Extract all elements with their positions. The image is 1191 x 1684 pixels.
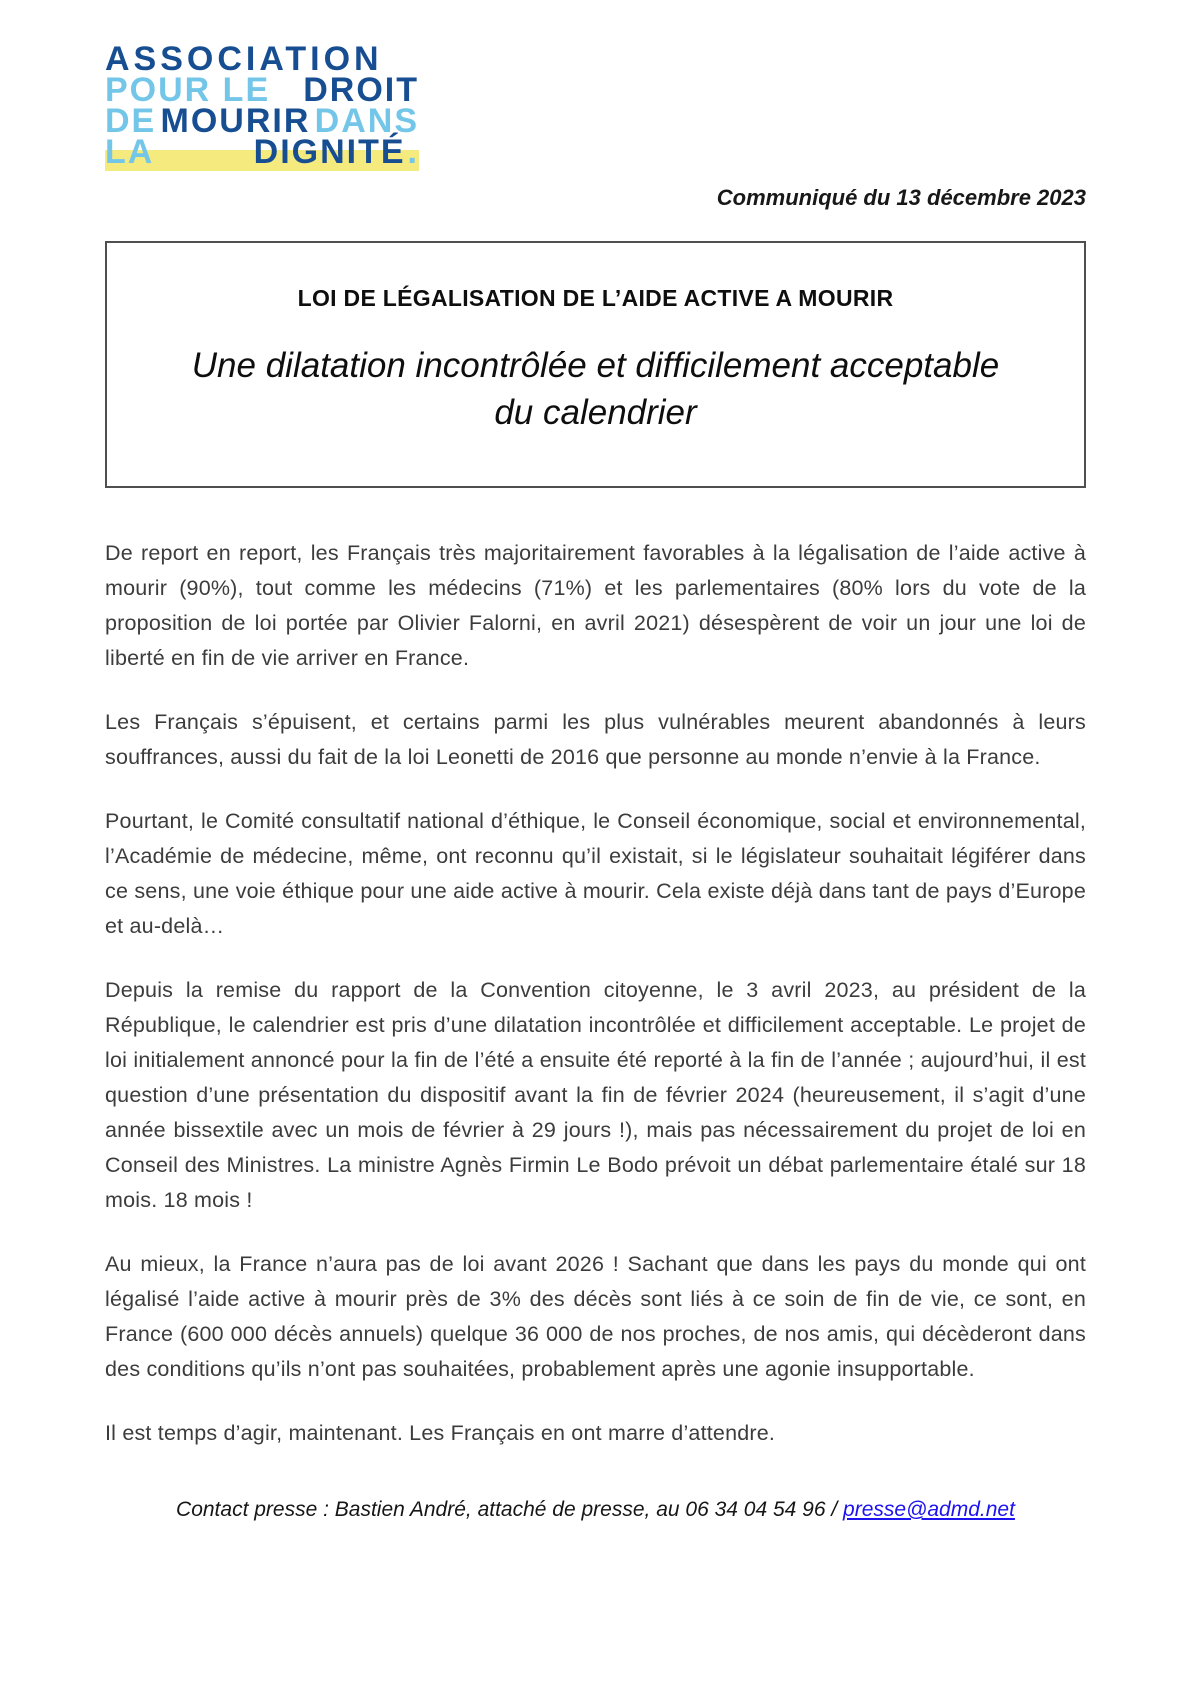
body-text bbox=[105, 536, 1086, 1451]
body-paragraph-5: Au mieux, la France n’aura pas de loi avant 2026 ! Sachant que dans les pays du monde qui ont légalisé l’aide active à mourir près de 3% des décès sont liés à ce soin de fin de vie, ce sont, en France (600 000 décès annuels) quelque 36 000 de nos proches, de nos amis, qui décèderont dans des conditions qu’ils n’ont pas souhaitées, probablement après une agonie insupportable. bbox=[105, 1252, 1086, 1381]
logo-period: . bbox=[407, 133, 419, 171]
logo-word-dans: DANS bbox=[314, 102, 419, 140]
press-contact-line bbox=[105, 1497, 1086, 1523]
body-paragraph-6: Il est temps d’agir, maintenant. Les Français en ont marre d’attendre. bbox=[105, 1421, 776, 1445]
press-release-date: Communiqué du 13 décembre 2023 bbox=[716, 185, 1086, 210]
logo-line-4 bbox=[105, 133, 419, 171]
press-email-link[interactable]: presse@admd.net bbox=[843, 1498, 1015, 1521]
logo-word-mourir: MOURIR bbox=[160, 102, 311, 140]
logo-word-dignite: DIGNITÉ bbox=[253, 133, 406, 171]
admd-logo bbox=[105, 40, 419, 171]
body-paragraph-2: Les Français s’épuisent, et certains parmi les plus vulnérables meurent abandonnés à leurs souffrances, aussi du fait de la loi Leonetti de 2016 que personne au monde n’envie à la France. bbox=[105, 710, 1086, 769]
body-paragraph-4: Depuis la remise du rapport de la Convention citoyenne, le 3 avril 2023, au président de la République, le calendrier est pris d’une dilatation incontrôlée et difficilement acceptable. Le projet de loi initialement annoncé pour la fin de l’été a ensuite été reporté à la fin de l’année ; aujourd’hui, il est question d’une présentation du dispositif avant la fin de février 2024 (heureusement, il s’agit d’une année bissextile avec un mois de février à 29 jours !), mais pas nécessairement du projet de loi en Conseil des Ministres. La ministre Agnès Firmin Le Bodo prévoit un débat parlementaire étalé sur 18 mois. 18 mois ! bbox=[105, 978, 1086, 1212]
logo-word-droit: DROIT bbox=[303, 71, 419, 109]
logo-word-la: LA bbox=[105, 133, 155, 171]
body-paragraph-3: Pourtant, le Comité consultatif national d’éthique, le Conseil économique, social et environnemental, l’Académie de médecine, même, ont reconnu qu’il existait, si le législateur souhaitait légiférer dans ce sens, une voie éthique pour une aide active à mourir. Cela existe déjà dans tant de pays d’Europe et au-delà… bbox=[105, 809, 1086, 938]
logo-word-pour-le: POUR LE bbox=[105, 71, 271, 109]
document-subtitle-line1: Une dilatation incontrôlée et difficilement acceptable bbox=[191, 346, 1000, 385]
title-box bbox=[105, 241, 1086, 488]
body-paragraph-1: De report en report, les Français très majoritairement favorables à la légalisation de l’aide active à mourir (90%), tout comme les médecins (71%) et les parlementaires (80% lors du vote de la proposition de loi portée par Olivier Falorni, en avril 2021) désespèrent de voir un jour une loi de liberté en fin de vie arriver en France. bbox=[105, 541, 1086, 670]
press-contact-text: Contact presse : Bastien André, attaché de presse, au 06 34 04 54 96 / bbox=[176, 1498, 844, 1521]
document-subtitle bbox=[137, 342, 1054, 436]
logo-word-association: ASSOCIATION bbox=[105, 40, 383, 78]
logo-word-de: DE bbox=[105, 102, 157, 140]
document-title: LOI DE LÉGALISATION DE L’AIDE ACTIVE A MOURIR bbox=[297, 285, 894, 311]
document-subtitle-line2: du calendrier bbox=[494, 393, 697, 432]
